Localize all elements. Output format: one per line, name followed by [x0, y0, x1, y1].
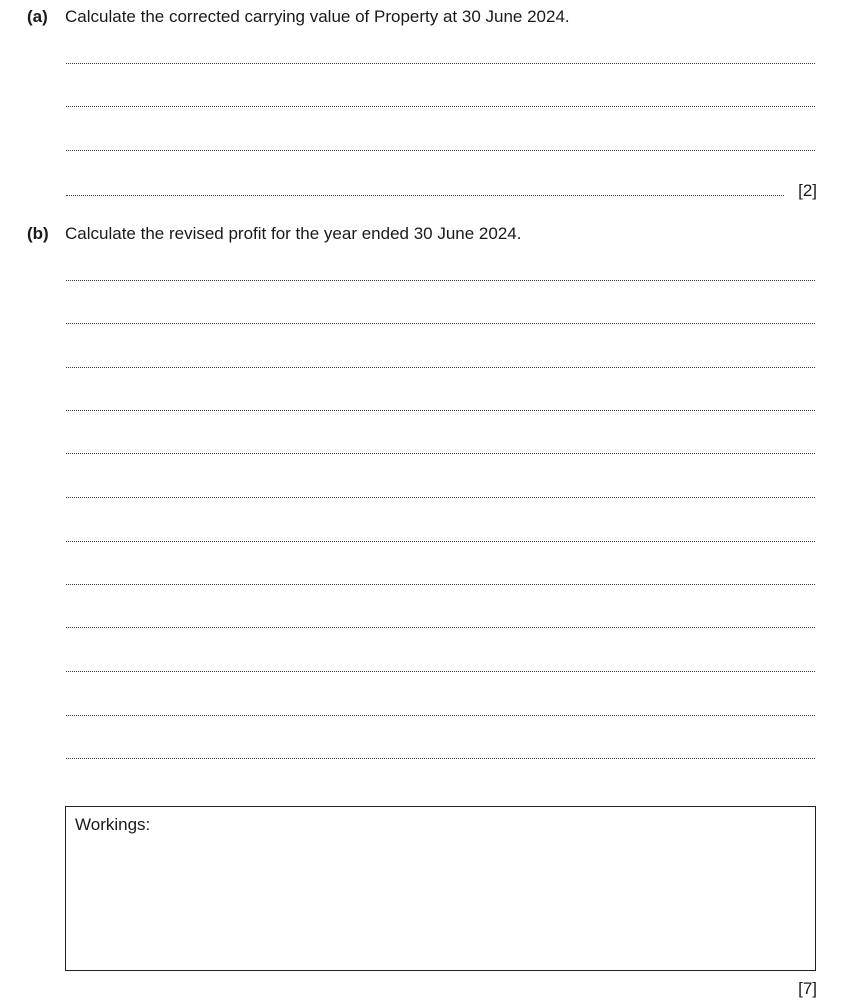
- part-a-marks: [2]: [798, 181, 817, 200]
- part-a-answer-line-1[interactable]: [66, 63, 815, 64]
- part-b-answer-line-7[interactable]: [66, 541, 815, 542]
- part-a-answer-line-3[interactable]: [66, 150, 815, 151]
- part-b-question: Calculate the revised profit for the year ended 30 June 2024.: [65, 224, 522, 243]
- part-b-label: (b): [27, 224, 49, 243]
- part-b-answer-line-9[interactable]: [66, 627, 815, 628]
- part-a-answer-line-4[interactable]: [66, 195, 784, 196]
- part-b-marks: [7]: [798, 979, 817, 998]
- part-b-answer-line-10[interactable]: [66, 671, 815, 672]
- part-b-answer-line-3[interactable]: [66, 367, 815, 368]
- workings-box[interactable]: [65, 806, 816, 971]
- part-b-answer-line-5[interactable]: [66, 453, 815, 454]
- part-b-answer-line-1[interactable]: [66, 280, 815, 281]
- part-b-answer-line-2[interactable]: [66, 323, 815, 324]
- part-a-label: (a): [27, 7, 48, 26]
- part-b-answer-line-6[interactable]: [66, 497, 815, 498]
- workings-label: Workings:: [75, 815, 151, 834]
- part-b-answer-line-11[interactable]: [66, 715, 815, 716]
- part-b-answer-line-12[interactable]: [66, 758, 815, 759]
- part-b-answer-line-8[interactable]: [66, 584, 815, 585]
- part-a-answer-line-2[interactable]: [66, 106, 815, 107]
- part-a-question: Calculate the corrected carrying value of Property at 30 June 2024.: [65, 7, 570, 26]
- part-b-answer-line-4[interactable]: [66, 410, 815, 411]
